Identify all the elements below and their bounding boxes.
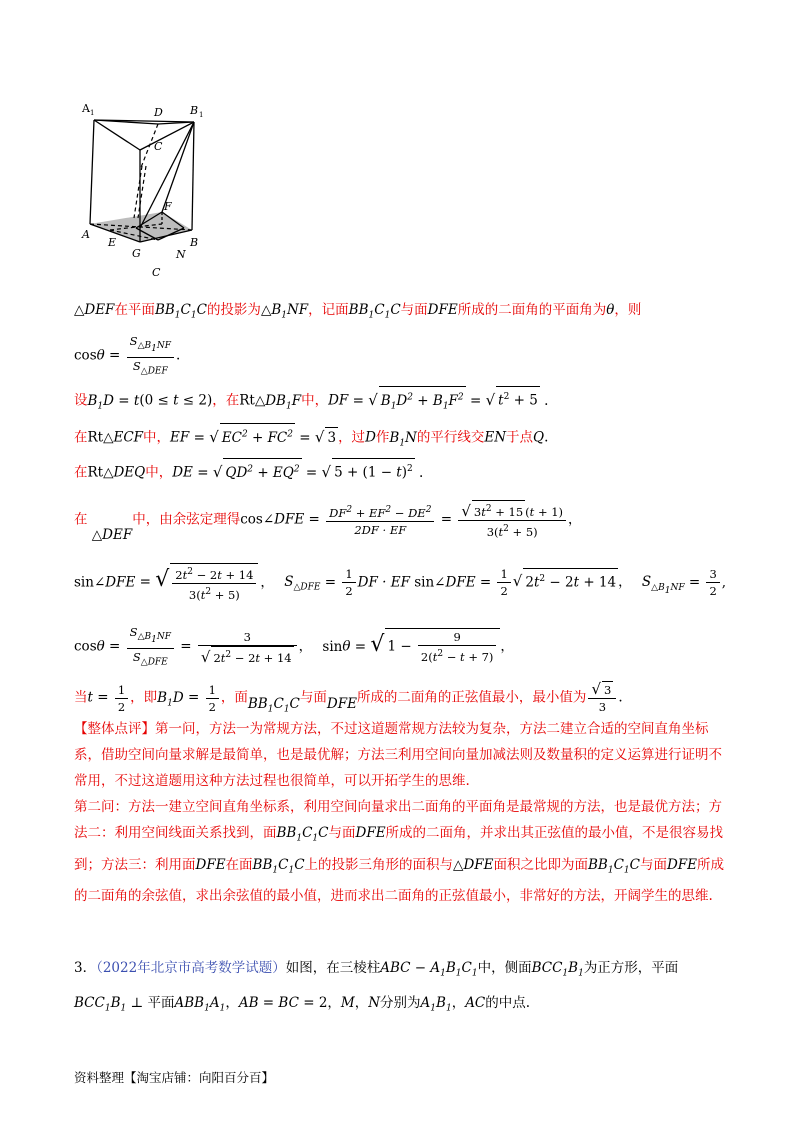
- text: 中，: [145, 464, 173, 481]
- label-E: E: [108, 236, 117, 249]
- text: 与面: [328, 825, 356, 841]
- text: ，即: [130, 689, 158, 706]
- text: 上的投影三角形的面积与: [304, 856, 454, 873]
- text: ，面: [220, 689, 248, 706]
- problem-number: 3．: [74, 960, 97, 976]
- overall-review-part2: 第二问：方法一建立空间直角坐标系，利用空间向量求出二面角的平面角是最常规的方法，也是最优方法；方法二：利用空间线面关系找到，面$BB_1C_1C$与面DFE所成的二面角，并求出其正弦值的最小值，不是很容易找到；方法三：利用面DFE在面$BB_1C_1C$上的投影三角形的面积与△DFE面积之比即为面$BB_1C_1C$与面DFE所成的二面角的余弦值，求出余弦值的最小值，进而求出二面角的正弦值最小，非常好的方法，开阔学生的思维.: [74, 799, 725, 905]
- text: 的中点.: [485, 995, 531, 1011]
- text: 所成的二面角的正弦值最小，最小值为: [356, 689, 587, 706]
- label-A1: A: [82, 102, 90, 115]
- text: 如图，在三棱柱: [285, 960, 381, 976]
- overall-review-part1: 【整体点评】第一问，方法一为常规方法，不过这道题常规方法较为复杂，方法二建立合适的空间直角坐标系，借助空间向量求解是最简单，也是最优解；方法三利用空间向量加减法则及数量积的定义运算进行证明不常用，不过这道题用这种方法过程也很简单，可以开拓学生的思维.: [74, 721, 722, 789]
- text: ，在: [212, 392, 240, 409]
- text: 的投影为: [206, 302, 261, 318]
- prism-figure: [80, 100, 210, 280]
- text: 中，: [143, 429, 171, 446]
- text: ，: [327, 995, 341, 1011]
- text: 与面: [299, 689, 327, 706]
- text: 为正方形，平面: [583, 960, 679, 976]
- text: 设: [74, 392, 88, 409]
- minimum-conclusion: 当t = $\frac{1}{2}$ ，即$B_1D$ = $\frac{1}{2}$ ，面$BB_1C_1C$与面DFE所成的二面角的正弦值最小，最小值为 $\frac{√ 3}{3}$ .: [74, 680, 623, 715]
- problem-3-line2: $BCC_1B_1$ ⊥ 平面$ABB_1A_1$，AB = BC = 2，M，N分别为$A_1B_1$，AC的中点.: [74, 995, 531, 1014]
- cos-sin-theta: cosθ = $\frac{S_{\triangle B_1NF}}{S_{\triangle DFE}}$ = $\frac{3}{√ 2t^2 - 2t + 14}$ ， sinθ = √ 1 − $\frac{9}{2(t^2 - t + 7)}$ ，: [74, 625, 514, 668]
- text: 于点: [506, 429, 534, 446]
- text: 第二问：方法一建立空间直角坐标系，利用空间向量求出二面角的平面角是最常规的方法，也是最优方法；方法二：利用空间线面关系找到，面: [74, 799, 722, 841]
- text: ，: [451, 995, 466, 1011]
- text: 中，由余弦定理得: [132, 511, 241, 528]
- text: 作: [375, 429, 390, 446]
- text: ，则: [614, 302, 642, 318]
- label-B1-sub: 1: [199, 111, 204, 119]
- sine-and-areas: sin∠DFE = √ $\frac{2t^2 - 2t + 14}{3(t^2 + 5)}$ ， $S_{\triangle DFE}$ = $\frac{1}{2}$ DF · EF sin∠DFE = $\frac{1}{2}$ √ $2t^2 - 2t + 14$ ， $S_{\triangle B_1NF}$ = $\frac{3}{2}$ ,: [74, 563, 726, 603]
- text: 在: [74, 464, 88, 481]
- text: 与面: [400, 302, 428, 318]
- label-B1: B: [190, 104, 199, 117]
- label-C: C: [152, 266, 161, 279]
- set-b1d: 设$B_1D = t(0 \le t \le 2)$，在$Rt\triangle DB_1F$中，DF = √ $B_1D^2 + B_1F^2$ = √ $t^2 + 5$ .: [74, 386, 548, 416]
- text: 在: [74, 429, 88, 446]
- text: 分别为: [380, 995, 421, 1011]
- label-A1-sub: 1: [90, 109, 95, 117]
- cos-theta-ratio: cosθ = $\frac{S_{\triangle B_1NF}}{S_{\triangle DEF}}$ .: [74, 334, 181, 377]
- text: 中，: [301, 392, 329, 409]
- label-F: F: [164, 200, 172, 213]
- cosine-law: 在 △DEF中，由余弦定理得cos∠DFE = $\frac{DF^2 + EF^2 - DE^2}{2DF \cdot EF}$ = $\frac{√ 3t^2 + 15 (t + 1)}{3(t^2 + 5)}$ ，: [74, 501, 582, 544]
- text: 所成的二面角，并求出其正弦值的最小值，不是很容易找到；方法三：利用面: [74, 825, 724, 873]
- text: 中，侧面: [477, 960, 532, 976]
- text: 的平行线交: [416, 429, 485, 446]
- footer-source: 资料整理【淘宝店铺：向阳百分百】: [74, 1070, 275, 1085]
- de-length: 在Rt△DEQ中，DE = √ $QD^2 + EQ^2$ = √ $5 + (1 - t)^2$ .: [74, 458, 423, 483]
- problem-source: （2022年北京市高考数学试题）: [96, 960, 286, 976]
- label-A: A: [82, 228, 90, 241]
- label-G: G: [132, 247, 141, 260]
- text: ，过: [338, 429, 366, 446]
- text: 所成的二面角的平面角为: [457, 302, 607, 318]
- projection-statement: △DEF在平面$BB_1C_1C$的投影为$\triangle B_1NF$，记面$BB_1C_1C$与面DFE所成的二面角的平面角为θ，则: [74, 302, 642, 321]
- text: ，记面: [308, 302, 349, 318]
- label-C1: C: [154, 140, 163, 153]
- text: 在平面: [114, 302, 155, 318]
- label-D: D: [154, 106, 163, 119]
- label-B: B: [190, 236, 199, 249]
- text: ，: [225, 995, 239, 1011]
- ef-length: 在Rt△ECF中，EF = √ $EC^2 + FC^2$ = √ 3 ，过D作$B_1N$的平行线交EN于点Q.: [74, 423, 548, 453]
- text: 面积之比即为面: [493, 856, 588, 873]
- text: 当: [74, 689, 88, 706]
- text: 在: [74, 511, 88, 528]
- problem-3-line1: 3．（2022年北京市高考数学试题）如图，在三棱柱ABC − $A_1B_1C_1$中，侧面$BCC_1B_1$为正方形，平面: [74, 960, 679, 979]
- text: 与面: [639, 856, 667, 873]
- label-N: N: [176, 248, 186, 261]
- text: 在面: [225, 856, 253, 873]
- text: 平面: [147, 995, 175, 1011]
- text: 所成的二面角的余弦值，求出余弦值的最小值，进而求出二面角的正弦值最小，非常好的方法，开阔学生的思维.: [74, 856, 725, 905]
